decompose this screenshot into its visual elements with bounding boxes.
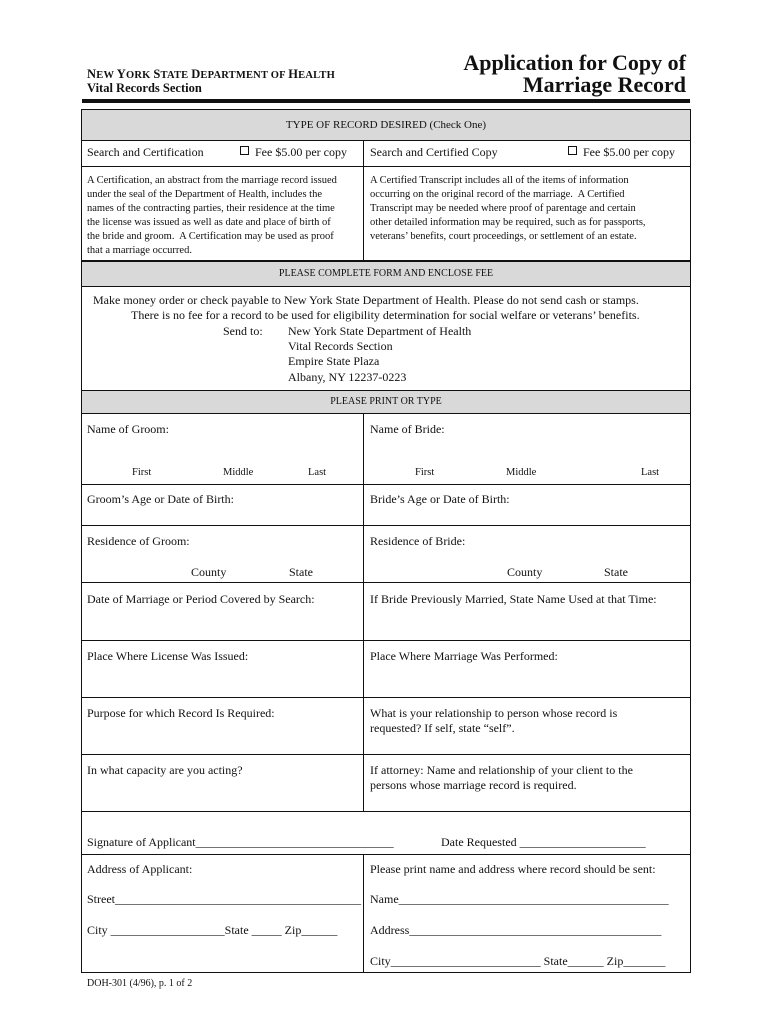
county-label: County	[507, 565, 543, 579]
mailing-address-line: Vital Records Section	[288, 339, 393, 353]
option-certification-label: Search and Certification	[87, 145, 204, 159]
date-requested-field[interactable]: Date Requested _____________________	[441, 835, 646, 849]
divider	[363, 854, 364, 972]
option-certified-copy-label: Search and Certified Copy	[370, 145, 498, 159]
bride-previous-name-field[interactable]: If Bride Previously Married, State Name Used at that Time:	[370, 592, 657, 606]
send-to-label: Send to:	[223, 324, 263, 338]
middle-label: Middle	[223, 467, 254, 478]
first-label: First	[132, 467, 152, 478]
divider	[82, 140, 691, 141]
street-field[interactable]: Street_________________________________________	[87, 892, 361, 906]
divider	[363, 140, 364, 261]
groom-name-field[interactable]: Name of Groom:	[87, 422, 169, 436]
county-label: County	[191, 565, 227, 579]
divider	[82, 697, 691, 698]
license-place-field[interactable]: Place Where License Was Issued:	[87, 649, 249, 663]
divider	[82, 286, 691, 287]
divider	[82, 166, 691, 167]
marriage-date-field[interactable]: Date of Marriage or Period Covered by Search:	[87, 592, 315, 606]
divider	[82, 582, 691, 583]
recipient-address-field[interactable]: Address__________________________________________	[370, 923, 662, 937]
divider	[82, 484, 691, 485]
capacity-field[interactable]: In what capacity are you acting?	[87, 763, 243, 777]
attorney-client-field[interactable]: If attorney: Name and relationship of your client to the persons whose marriage record is required.	[370, 763, 633, 792]
last-label: Last	[308, 467, 327, 478]
certified-copy-description: A Certified Transcript includes all of the items of information occurring on the original record of the marriage. A Certified Transcript may be needed where proof of parentage and certain other detailed information may be required, such as for passports, veterans’ benefits, court proceedings, or settlement of an estate.	[370, 175, 646, 242]
option-certified-copy-checkbox[interactable]: Fee $5.00 per copy	[568, 145, 675, 160]
mailing-address-line: New York State Department of Health	[288, 324, 472, 338]
marriage-place-field[interactable]: Place Where Marriage Was Performed:	[370, 649, 558, 663]
state-label: State	[604, 565, 628, 579]
print-heading: PLEASE PRINT OR TYPE	[82, 391, 690, 413]
page-title: Application for Copy of Marriage Record	[463, 50, 686, 97]
fee-exemption: There is no fee for a record to be used for eligibility determination for social welfare or veterans’ benefits.	[131, 308, 640, 322]
bride-name-field[interactable]: Name of Bride:	[370, 422, 445, 436]
state-label: State	[289, 565, 313, 579]
recipient-name-field[interactable]: Name_____________________________________________	[370, 892, 669, 906]
option-certification-checkbox[interactable]: Fee $5.00 per copy	[240, 145, 347, 160]
middle-label: Middle	[506, 467, 537, 478]
checkbox-icon	[568, 146, 577, 155]
first-label: First	[415, 467, 435, 478]
divider	[82, 754, 691, 755]
city-state-zip-field[interactable]: City ___________________State _____ Zip______	[87, 923, 338, 937]
agency-name: NEW YORK STATE DEPARTMENT OF HEALTH	[87, 67, 335, 81]
divider	[82, 413, 691, 414]
bride-age-field[interactable]: Bride’s Age or Date of Birth:	[370, 492, 510, 506]
checkbox-icon	[240, 146, 249, 155]
groom-age-field[interactable]: Groom’s Age or Date of Birth:	[87, 492, 234, 506]
signature-field[interactable]: Signature of Applicant_________________________________	[87, 835, 394, 849]
groom-residence-field[interactable]: Residence of Groom:	[87, 534, 190, 548]
last-label: Last	[641, 467, 660, 478]
divider	[82, 854, 691, 855]
record-type-heading: TYPE OF RECORD DESIRED (Check One)	[82, 110, 690, 140]
divider	[82, 640, 691, 641]
section-name: Vital Records Section	[87, 81, 202, 95]
applicant-address-label: Address of Applicant:	[87, 862, 193, 876]
bride-residence-field[interactable]: Residence of Bride:	[370, 534, 466, 548]
divider	[82, 525, 691, 526]
payment-instructions: Make money order or check payable to New York State Department of Health. Please do not send cash or stamps.	[93, 293, 639, 307]
header-rule	[82, 99, 690, 103]
divider	[363, 413, 364, 811]
recipient-city-state-zip-field[interactable]: City_________________________ State______ Zip_______	[370, 954, 666, 968]
mailing-address-line: Empire State Plaza	[288, 354, 380, 368]
mail-to-label: Please print name and address where record should be sent:	[370, 862, 656, 876]
certification-description: A Certification, an abstract from the marriage record issued under the seal of the Department of Health, includes the names of the contracting parties, their residence at the time the license was issued as well as date and place of birth of the bride and groom. A Certification may be used as proof that a marriage occurred.	[87, 175, 337, 256]
mailing-address-line: Albany, NY 12237-0223	[288, 370, 407, 384]
divider	[82, 811, 691, 812]
purpose-field[interactable]: Purpose for which Record Is Required:	[87, 706, 275, 720]
relationship-field[interactable]: What is your relationship to person whose record is requested? If self, state “self”.	[370, 706, 618, 735]
form-id: DOH-301 (4/96), p. 1 of 2	[87, 978, 193, 989]
fee-heading: PLEASE COMPLETE FORM AND ENCLOSE FEE	[82, 262, 690, 286]
